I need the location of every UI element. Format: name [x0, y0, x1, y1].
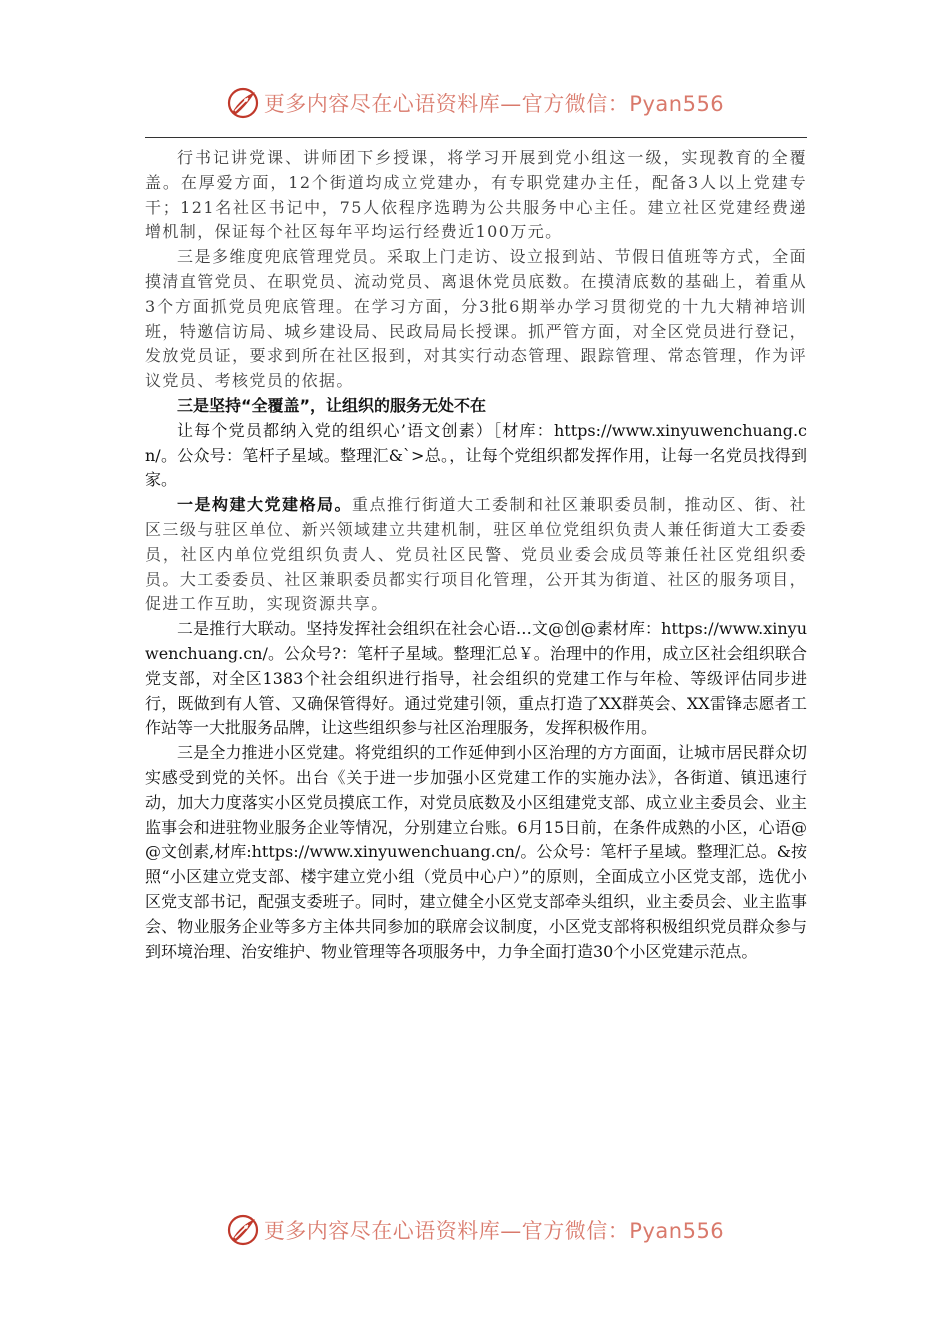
- section-heading: 三是坚持“全覆盖”，让组织的服务无处不在: [177, 395, 487, 415]
- paragraph-3: 让每个党员都纳入党的组织心’语文创素）［材库：https://www.xinyuwenchuang.cn/。公众号：笔杆子星域。整理汇&`>总。，让每个党组织都发挥作用，让每一名党员找得到家。: [145, 420, 807, 490]
- header-divider: [145, 137, 807, 138]
- pen-nib-logo-icon: [226, 1213, 260, 1247]
- paragraph-2: 三是多维度兜底管理党员。采取上门走访、设立报到站、节假日值班等方式，全面摸清直管党员、在职党员、流动党员、离退休党员底数。在摸清底数的基础上，着重从3个方面抓党员兜底管理。在学习方面，分3批6期举办学习贯彻党的十九大精神培训班，特邀信访局、城乡建设局、民政局局长授课。抓严管方面，对全区党员进行登记，发放党员证，要求到所在社区报到，对其实行动态管理、跟踪管理、常态管理，作为评议党员、考核党员的依据。: [145, 247, 807, 391]
- paragraph-5: 二是推行大联动。坚持发挥社会组织在社会心语…文@创@素材库：https://www.xinyuwenchuang.cn/。公众号?：笔杆子星域。整理汇总￥。治理中的作用，成立区社会组织联合党支部，对全区1383个社会组织进行指导，社会组织的党建工作与年检、等级评估同步进行，既做到有人管、又确保管得好。通过党建引领，重点打造了XX群英会、XX雷锋志愿者工作站等一大批服务品牌，让这些组织参与社区治理服务，发挥积极作用。: [145, 619, 807, 738]
- paragraph-1: 行书记讲党课、讲师团下乡授课，将学习开展到党小组这一级，实现教育的全覆盖。在厚爱方面，12个街道均成立党建办，有专职党建办主任，配备3人以上党建专干；121名社区书记中，75人依程序选聘为公共服务中心主任。建立社区党建经费递增机制，保证每个社区每年平均运行经费近100万元。: [145, 148, 807, 242]
- banner-text: 更多内容尽在心语资料库—官方微信：Pyan556: [263, 1219, 725, 1243]
- paragraph-4-lead: 一是构建大党建格局。: [177, 495, 353, 515]
- document-body: [145, 146, 807, 964]
- paragraph-6: 三是全力推进小区党建。将党组织的工作延伸到小区治理的方方面面，让城市居民群众切实感受到党的关怀。出台《关于进一步加强小区党建工作的实施办法》，各街道、镇迅速行动，加大力度落实小区党员摸底工作，对党员底数及小区组建党支部、成立业主委员会、业主监事会和进驻物业服务企业等情况，分别建立台账。6月15日前，在条件成熟的小区，心语@@文创素,材库:https://www.xinyuwenchuang.cn/。公众号：笔杆子星域。整理汇总。&按照“小区建立党支部、楼宇建立党小组（党员中心户）”的原则，全面成立小区党支部，选优小区党支部书记，配强支委班子。同时，建立健全小区党支部牵头组织，业主委员会、业主监事会、物业服务企业等多方主体共同参加的联席会议制度，小区党支部将积极组织党员群众参与到环境治理、治安维护、物业管理等各项服务中，力争全面打造30个小区党建示范点。: [145, 743, 807, 961]
- paragraph-4-body: 重点推行街道大工委制和社区兼职委员制，推动区、街、社区三级与驻区单位、新兴领域建立共建机制，驻区单位党组织负责人兼任街道大工委委员，社区内单位党组织负责人、党员社区民警、党员业委会成员等兼任社区党组织委员。大工委委员、社区兼职委员都实行项目化管理，公开其为街道、社区的服务项目，促进工作互助，实现资源共享。: [145, 495, 807, 614]
- paragraph-4: [145, 493, 807, 617]
- header-banner: [0, 80, 950, 126]
- banner-text: 更多内容尽在心语资料库—官方微信：Pyan556: [263, 92, 725, 116]
- pen-nib-logo-icon: [226, 86, 260, 120]
- footer-banner: [0, 1207, 950, 1253]
